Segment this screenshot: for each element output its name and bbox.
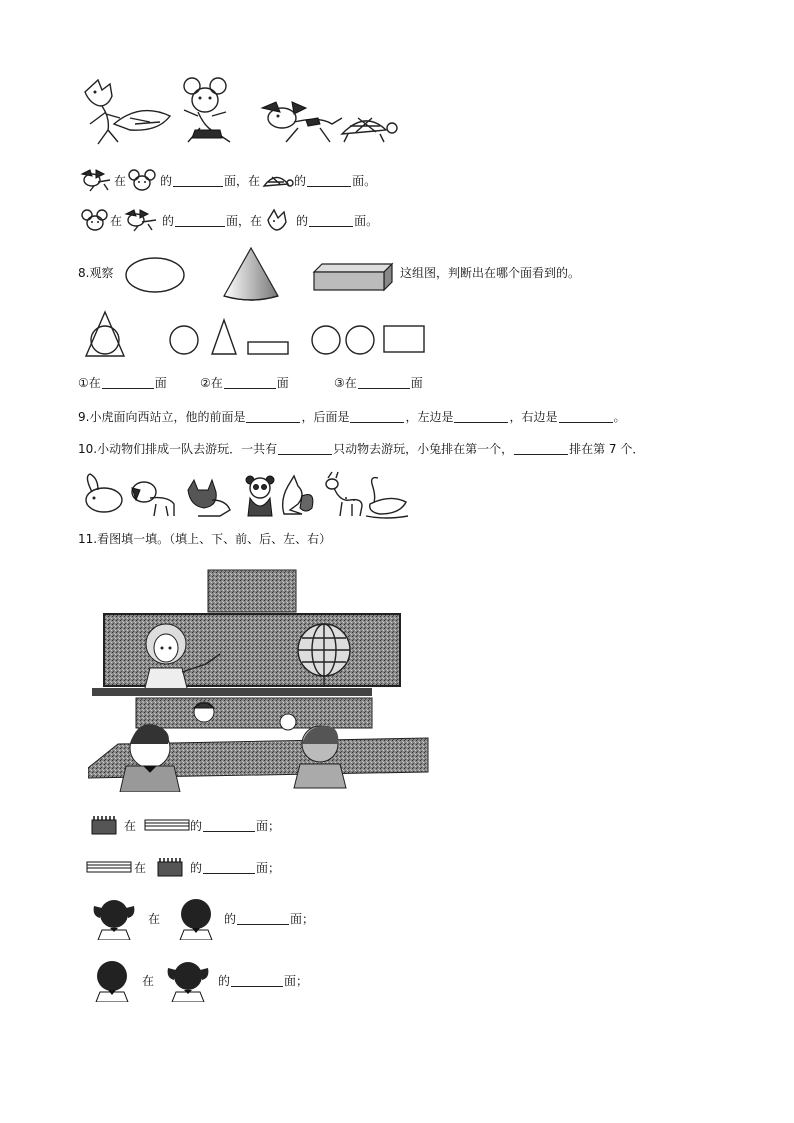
q9-text-5: 。 xyxy=(613,410,626,424)
q11-r1-of: 的 xyxy=(190,818,203,833)
q11-r1-in: 在 xyxy=(124,818,137,833)
dog-small-icon xyxy=(80,168,114,192)
q8-prefix: 8.观察 xyxy=(78,266,114,280)
q11-r1-blank[interactable] xyxy=(203,819,255,832)
turtle-figure xyxy=(342,118,397,142)
q10-text-3: 排在第 7 个． xyxy=(569,442,645,456)
q9-text-4: ，右边是 xyxy=(509,410,558,424)
q11-r3-in: 在 xyxy=(148,911,161,926)
eraser-box-icon xyxy=(90,814,118,836)
q11-title: 11.看图填一填。（填上、下、前、后、左、右） xyxy=(78,532,332,546)
q11-r2-end: 面； xyxy=(256,860,281,875)
q9-blank-left[interactable] xyxy=(454,410,508,423)
q8-a1-label: ①在 xyxy=(78,376,101,390)
q11-r1-end: 面； xyxy=(256,818,281,833)
view-2-shapes xyxy=(166,318,290,358)
q8-answer-1 xyxy=(78,374,167,391)
q8-a1-blank[interactable] xyxy=(102,376,154,389)
q11-r3-of: 的 xyxy=(224,911,237,926)
q11-r2-of: 的 xyxy=(190,860,203,875)
q7-l2-of2: 的 xyxy=(296,213,309,228)
q8-suffix-line xyxy=(400,264,580,281)
blackboard-ledge-icon xyxy=(86,860,132,874)
dog-small-icon xyxy=(122,208,162,232)
q9-blank-right[interactable] xyxy=(559,410,613,423)
classroom-scene xyxy=(88,568,432,792)
q10-text-1: 10.小动物们排成一队去游玩．一共有 xyxy=(78,442,278,456)
q10-text-2: 只动物去游玩，小兔排在第一个， xyxy=(333,442,514,456)
girl-head-icon xyxy=(164,958,212,1002)
q7-line-1 xyxy=(80,168,376,192)
q11-r3-blank[interactable] xyxy=(237,912,289,925)
boy-head-icon xyxy=(90,958,134,1002)
q8-a2-end: 面 xyxy=(276,376,289,390)
q7-l2-mid: 面，在 xyxy=(226,213,263,228)
q9-text-2: ，后面是 xyxy=(301,410,350,424)
fox-figure xyxy=(85,80,170,144)
q7-l2-end: 面。 xyxy=(354,213,379,228)
q8-a2-label: ②在 xyxy=(200,376,223,390)
ellipse-shape xyxy=(124,256,186,294)
q7-l2-blank-2[interactable] xyxy=(309,214,353,227)
q11-r4-end: 面； xyxy=(284,973,309,988)
q11-r2-in: 在 xyxy=(134,860,147,875)
q11-r4-of: 的 xyxy=(218,973,231,988)
q7-l1-blank-2[interactable] xyxy=(307,174,351,187)
puppy-figure xyxy=(132,482,174,516)
view-3-shapes xyxy=(310,322,428,358)
q10-blank-seventh[interactable] xyxy=(514,442,568,455)
q11-r2-blank[interactable] xyxy=(203,861,255,874)
q8-suffix: 这组图，判断出在哪个面看到的。 xyxy=(400,266,581,280)
cat-figure xyxy=(188,480,230,516)
q7-line-2 xyxy=(80,208,378,232)
q7-l1-blank-1[interactable] xyxy=(173,174,223,187)
classroom-top-panel xyxy=(208,570,296,612)
cuboid-shape xyxy=(312,262,394,292)
q11-r3-end: 面； xyxy=(290,911,315,926)
swan-figure xyxy=(366,478,408,518)
deer-figure xyxy=(326,472,362,516)
cone-shape xyxy=(220,246,282,304)
mouse-small-icon xyxy=(80,208,110,232)
q11-r4-blank[interactable] xyxy=(231,974,283,987)
eraser-box-icon xyxy=(156,856,184,878)
mouse-small-icon xyxy=(126,168,160,192)
mouse-figure xyxy=(184,78,230,142)
q8-a3-blank[interactable] xyxy=(358,376,410,389)
q9-text-1: 9.小虎面向西站立，他的前面是 xyxy=(78,410,246,424)
q7-l2-in: 在 xyxy=(110,213,123,228)
q8-a2-blank[interactable] xyxy=(224,376,276,389)
q11-row-3 xyxy=(90,896,314,940)
q11-title-line xyxy=(78,530,331,547)
q7-l1-of2: 的 xyxy=(294,173,307,188)
blackboard-ledge-icon xyxy=(144,818,190,832)
q7-l2-blank-1[interactable] xyxy=(175,214,225,227)
girl-head-icon xyxy=(90,896,138,940)
q8-a3-end: 面 xyxy=(410,376,423,390)
q9-blank-back[interactable] xyxy=(350,410,404,423)
turtle-small-icon xyxy=(260,168,294,192)
q9-line xyxy=(78,408,626,425)
q7-l1-in: 在 xyxy=(114,173,127,188)
q8-a1-end: 面 xyxy=(154,376,167,390)
q7-l2-of: 的 xyxy=(162,213,175,228)
fox-small-icon xyxy=(262,208,296,232)
q7-l1-of: 的 xyxy=(160,173,173,188)
q8-answer-3 xyxy=(334,374,423,391)
q11-row-4 xyxy=(90,958,308,1002)
panda-figure xyxy=(246,476,274,516)
q9-text-3: ，左边是 xyxy=(405,410,454,424)
q8-prefix-line xyxy=(78,264,113,281)
q8-a3-label: ③在 xyxy=(334,376,357,390)
q7-l1-mid: 面，在 xyxy=(224,173,261,188)
q8-answer-2 xyxy=(200,374,289,391)
dog-figure xyxy=(262,102,342,142)
q11-row-1 xyxy=(90,814,280,836)
q7-l1-end: 面。 xyxy=(352,173,377,188)
q11-r4-in: 在 xyxy=(142,973,155,988)
q10-blank-count[interactable] xyxy=(278,442,332,455)
squirrel-figure xyxy=(283,476,313,514)
q9-blank-front[interactable] xyxy=(246,410,300,423)
animals-running-illustration xyxy=(80,72,400,154)
q11-row-2 xyxy=(86,856,280,878)
animal-queue-illustration xyxy=(80,470,410,520)
q10-line xyxy=(78,440,644,457)
view-1-shapes xyxy=(82,310,128,360)
boy-head-icon xyxy=(174,896,218,940)
rabbit-figure xyxy=(86,474,122,512)
